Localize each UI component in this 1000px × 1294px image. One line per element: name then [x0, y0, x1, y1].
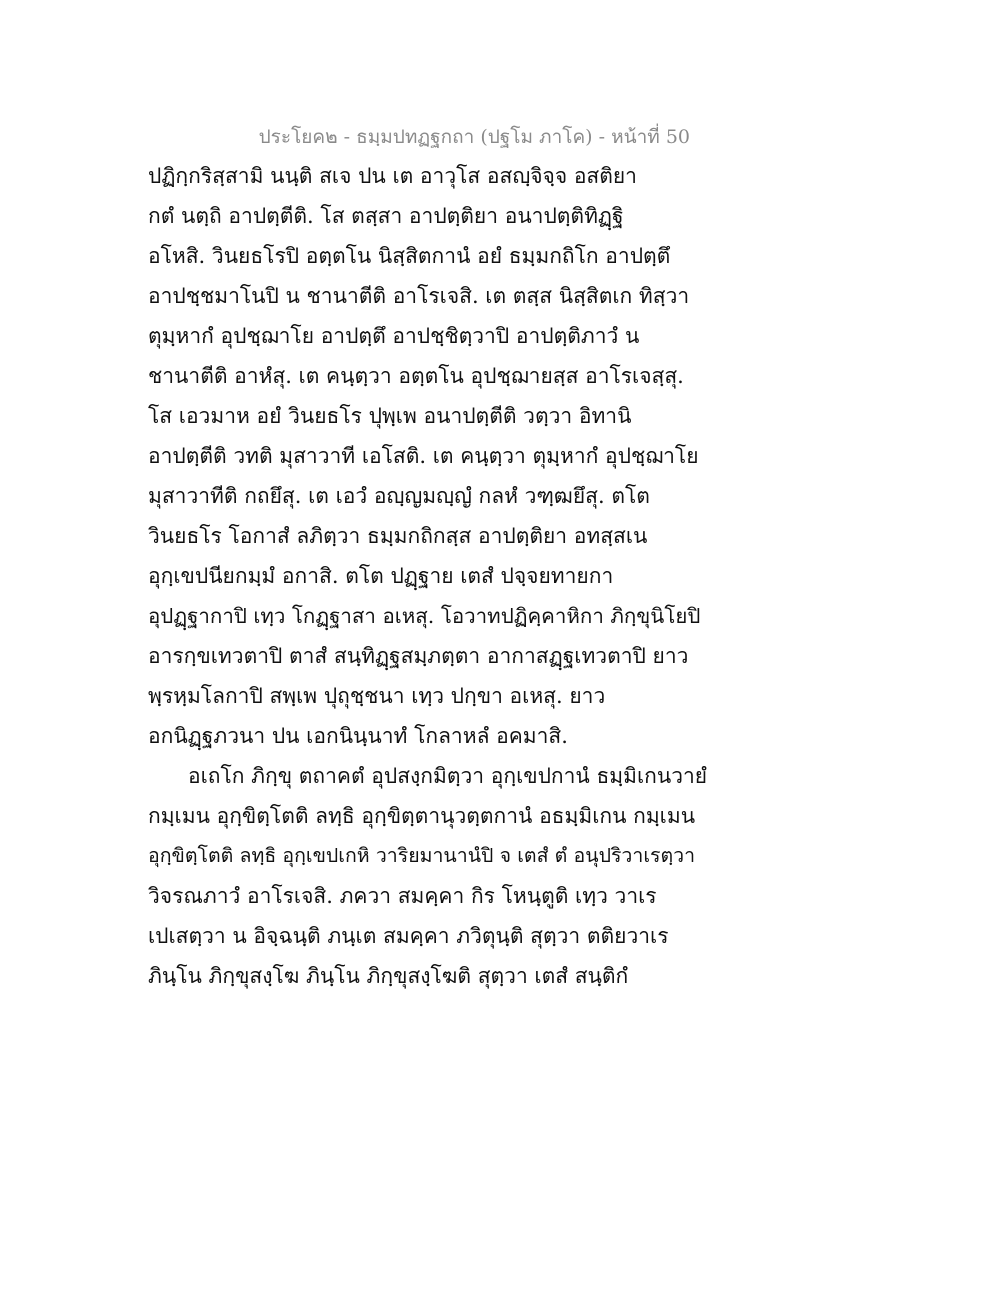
text-line: กมฺเมน อุกฺขิตฺโตติ ลทฺธิ อุกฺขิตฺตานุวตฺตกานํ อธมฺมิเกน กมฺเมน [148, 804, 696, 828]
text-line: ตุมฺหากํ อุปชฺฌาโย อาปตฺตึ อาปชฺชิตฺวาปิ อาปตฺติภาวํ น [148, 324, 640, 348]
text-line: มุสาวาทีติ กถยึสุ. เต เอวํ อญฺญมญฺญํ กลหํ วฑฺฒยึสุ. ตโต [148, 484, 650, 508]
text-line: อารกฺขเทวตาปิ ตาสํ สนฺทิฏฺฐสมฺภตฺตา อากาสฏฺฐเทวตาปิ ยาว [148, 644, 689, 668]
text-line: อโหสิ. วินยธโรปิ อตฺตโน นิสฺสิตกานํ อยํ ธมฺมกถิโก อาปตฺตึ [148, 244, 671, 268]
text-line: อุกฺเขปนียกมฺมํ อกาสิ. ตโต ปฏฺฐาย เตสํ ปจฺจยทายกา [148, 564, 614, 588]
text-line: อุปฏฺฐากาปิ เทฺว โกฏฺฐาสา อเหสุ. โอวาทปฏิคฺคาหิกา ภิกฺขุนิโยปิ [148, 604, 701, 628]
text-line: อาปชฺชมาโนปิ น ชานาตีติ อาโรเจสิ. เต ตสฺส นิสฺสิตเก ทิสฺวา [148, 284, 690, 308]
text-line: อเถโก ภิกฺขุ ตถาคตํ อุปสงฺกมิตฺวา อุกฺเขปกานํ ธมฺมิเกนวายํ [188, 764, 708, 788]
text-line: อกนิฏฺฐภวนา ปน เอกนินฺนาทํ โกลาหลํ อคมาสิ. [148, 724, 568, 748]
text-line: ชานาตีติ อาหํสุ. เต คนฺตฺวา อตฺตโน อุปชฺฌายสฺส อาโรเจสฺสุ. [148, 364, 684, 388]
text-line: ปฏิกฺกริสฺสามิ นนฺติ สเจ ปน เต อาวุโส อสญฺจิจฺจ อสติยา [148, 164, 637, 188]
paragraph-2 [148, 756, 708, 996]
text-line: โส เอวมาห อยํ วินยธโร ปุพฺเพ อนาปตฺตีติ วตฺวา อิทานิ [148, 404, 632, 428]
text-line: วิจรณภาวํ อาโรเจสิ. ภควา สมคฺคา กิร โหนฺตูติ เทฺว วาเร [148, 884, 657, 908]
text-line: อุกฺขิตฺโตติ ลทฺธิ อุกฺเขปเกหิ วาริยมานานํปิ จ เตสํ ตํ อนุปริวาเรตฺวา [148, 844, 696, 867]
body-text [148, 156, 708, 996]
text-line: วินยธโร โอกาสํ ลภิตฺวา ธมฺมกถิกสฺส อาปตฺติยา อทสฺสเน [148, 524, 648, 548]
text-line: ภินฺโน ภิกฺขุสงฺโฆ ภินฺโน ภิกฺขุสงฺโฆติ สุตฺวา เตสํ สนฺติกํ [148, 964, 629, 988]
text-line: กตํ นตฺถิ อาปตฺตีติ. โส ตสฺสา อาปตฺติยา อนาปตฺติทิฏฺฐิ [148, 204, 624, 228]
paragraph-1 [148, 156, 708, 756]
text-line: อาปตฺตีติ วทติ มุสาวาที เอโสติ. เต คนฺตฺวา ตุมฺหากํ อุปชฺฌาโย [148, 444, 699, 468]
text-line: พฺรหฺมโลกาปิ สพฺเพ ปุถุชฺชนา เทฺว ปกฺขา อเหสุ. ยาว [148, 684, 606, 708]
running-header: ประโยค๒ - ธมฺมปทฏฐกถา (ปฐโม ภาโค) - หน้าที่ 50 [258, 126, 690, 148]
text-line: เปเสตฺวา น อิจฺฉนฺติ ภนฺเต สมคฺคา ภวิตุนฺติ สุตฺวา ตติยวาเร [148, 924, 669, 948]
